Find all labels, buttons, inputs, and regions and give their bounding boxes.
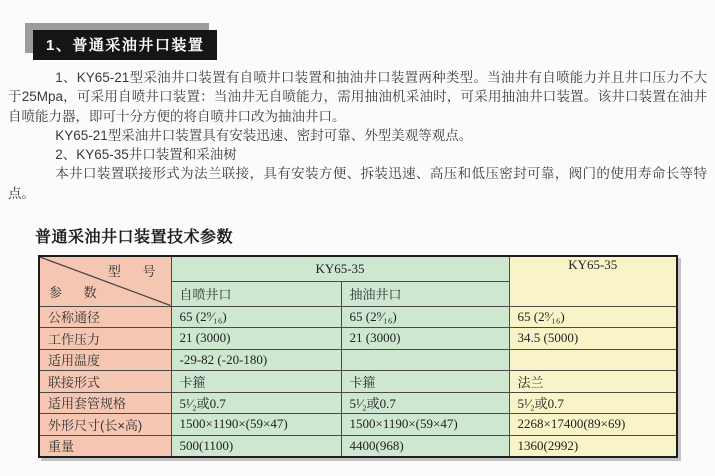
subheader-pumping-wellhead: 抽油井口 <box>341 281 509 306</box>
section-title: 1、普通采油井口装置 <box>46 37 205 54</box>
row-value: -29-82 (-20-180) <box>171 349 341 371</box>
table-row <box>39 414 677 436</box>
row-value: 5¹⁄₂或0.7 <box>509 392 677 414</box>
row-value: 34.5 (5000) <box>509 328 677 350</box>
row-label: 重量 <box>39 435 171 457</box>
row-value: 4400(968) <box>341 435 509 457</box>
row-value: 卡箍 <box>341 371 509 393</box>
paragraph-4: 本井口装置联接形式为法兰联接，具有安装方便、拆装迅速、高压和低压密封可靠，阀门的使用寿命长等特点。 <box>8 166 707 201</box>
model-group-header-right: KY65-35 <box>509 256 677 306</box>
subheader-flowing-wellhead: 自喷井口 <box>171 281 341 306</box>
section-title-bar <box>33 30 217 60</box>
paragraph-2: KY65-21型采油井口装置具有安装迅速、密封可靠、外型美观等观点。 <box>55 127 473 143</box>
table-row <box>39 306 677 328</box>
table-row <box>39 328 677 350</box>
corner-label-model: 型 号 <box>107 264 165 279</box>
row-value <box>509 349 677 371</box>
table-heading: 普通采油井口装置技术参数 <box>35 229 234 246</box>
row-label: 公称通径 <box>39 306 171 328</box>
row-label: 适用套管规格 <box>39 392 171 414</box>
row-value: 65 (2⁹⁄₁₆) <box>171 306 341 328</box>
row-value: 21 (3000) <box>171 328 341 350</box>
row-value: 5¹⁄₂或0.7 <box>171 392 341 414</box>
row-label: 外形尺寸(长×高) <box>39 414 171 436</box>
row-label: 适用温度 <box>39 349 171 371</box>
table-row <box>39 349 677 371</box>
row-value: 1360(2992) <box>509 435 677 457</box>
row-value: 法兰 <box>509 371 677 393</box>
row-value: 65 (2⁹⁄₁₆) <box>341 306 509 328</box>
table-header-row-1 <box>39 256 677 281</box>
paragraph-1: 1、KY65-21型采油井口装置有自喷井口装置和抽油井口装置两种类型。当油井有自喷能力并且井口压力不大于25Mpa，可采用自喷井口装置：当油井无自喷能力，需用抽油机采油时，可采用抽油井口装置。该井口装置在油井自喷能力器，即可十分方便的将自喷井口改为抽油井口。 <box>8 70 707 124</box>
table-row <box>39 392 677 414</box>
row-value: 5¹⁄₂或0.7 <box>341 392 509 414</box>
body-text <box>8 68 707 203</box>
model-group-header-left: KY65-35 <box>171 256 509 281</box>
paragraph-3: 2、KY65-35井口装置和采油树 <box>55 147 237 163</box>
table-row <box>39 371 677 393</box>
corner-label-parameter: 参 数 <box>49 284 106 300</box>
table-row <box>39 435 677 457</box>
spec-table <box>38 255 678 458</box>
row-value: 500(1100) <box>171 435 341 457</box>
row-value: 1500×1190×(59×47) <box>341 414 509 436</box>
row-label: 联接形式 <box>39 371 171 393</box>
row-label: 工作压力 <box>39 328 171 350</box>
row-value: 卡箍 <box>171 371 341 393</box>
row-value: 21 (3000) <box>341 328 509 350</box>
row-value: 1500×1190×(59×47) <box>171 414 341 436</box>
row-value: 2268×17400(89×69) <box>509 414 677 436</box>
row-value: 65 (2⁹⁄₁₆) <box>509 306 677 328</box>
corner-header-cell <box>39 256 171 306</box>
row-value <box>341 349 509 371</box>
